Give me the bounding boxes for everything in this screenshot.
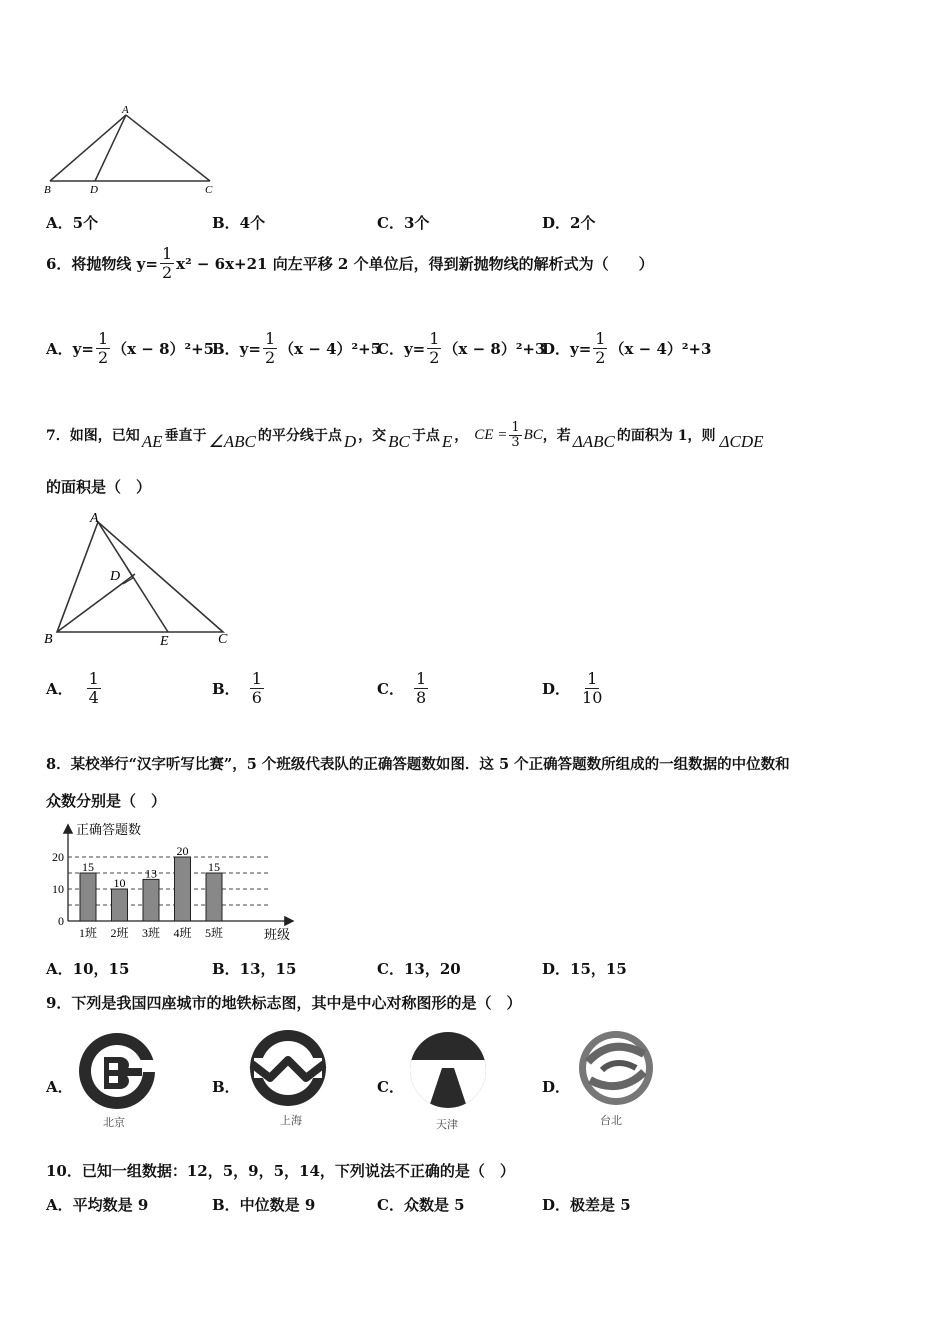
q8-stem-line2: 众数分别是（ ）: [46, 792, 167, 810]
q5-label-d: D: [90, 184, 98, 195]
q7-option-b[interactable]: B． $\frac{1}{6}$: [212, 669, 262, 707]
q7-d: D: [343, 432, 357, 451]
chart-data-label-3: 13: [145, 866, 157, 881]
q9-option-d-label[interactable]: D．: [542, 1078, 571, 1096]
q7-label-d: D: [110, 569, 121, 584]
chart-bar-3: [143, 879, 159, 921]
q5-label-b: B: [44, 184, 51, 195]
chart-category-label-4: 4班: [173, 926, 192, 940]
q6-stem: [46, 245, 654, 282]
chart-data-label-4: 20: [176, 844, 189, 858]
q5-option-d[interactable]: D．2个: [542, 214, 596, 232]
q9-caption-tianjin: 天津: [436, 1118, 458, 1131]
q5-label-c: C: [205, 184, 213, 195]
q7-stem-line1: 7．如图，已知 AE 垂直于 ∠ABC 的平分线于点 D ，交 BC 于点 E ， CE = $\frac{1}{3}$ BC ，若 ΔABC 的面积为 1，则 ΔCDE: [46, 419, 764, 451]
q7-abc: ΔABC: [572, 432, 615, 451]
q10-option-d[interactable]: D．极差是 5: [542, 1196, 631, 1214]
q7-label-e: E: [160, 634, 169, 649]
q10-option-b[interactable]: B．中位数是 9: [212, 1196, 316, 1214]
q5-triangle-figure: [40, 103, 230, 195]
q7-ae: AE: [141, 432, 163, 451]
chart-xlabel: 班级: [264, 927, 291, 942]
q7-label-a: A: [90, 511, 99, 526]
q9-option-c-label[interactable]: C．: [377, 1078, 404, 1096]
q9-option-a-label[interactable]: A．: [46, 1078, 73, 1096]
q8-stem-line1: 8．某校举行“汉字听写比赛”，5 个班级代表队的正确答题数如图．这 5 个正确答题数所组成的一组数据的中位数和: [46, 756, 790, 773]
q5-label-a: A: [122, 104, 129, 116]
q8-option-c[interactable]: C．13，20: [377, 960, 461, 978]
chart-data-label-2: 10: [113, 876, 126, 890]
q7-cde: ΔCDE: [719, 432, 764, 451]
chart-bar-2: [112, 889, 128, 921]
q10-option-a[interactable]: A．平均数是 9: [46, 1196, 149, 1214]
q6-option-a[interactable]: A．y= $\frac{1}{2}$ （x − 8）²+5: [46, 329, 215, 367]
q7-ce-post: BC: [523, 426, 543, 443]
q8-bar-chart: [40, 818, 300, 946]
shanghai-subway-logo[interactable]: [246, 1028, 330, 1110]
q9-caption-beijing: 北京: [103, 1116, 125, 1129]
q8-option-b[interactable]: B．13，15: [212, 960, 297, 978]
chart-category-label-1: 1班: [78, 926, 98, 940]
q7-bc: BC: [388, 432, 410, 451]
chart-category-label-2: 2班: [110, 926, 129, 940]
q7-ce-fraction: $\frac{1}{3}$: [511, 419, 520, 450]
q6-option-d[interactable]: D．y= $\frac{1}{2}$ （x − 4）²+3: [542, 329, 712, 367]
q7-e: E: [441, 432, 453, 451]
chart-ytick-label: 10: [52, 882, 64, 896]
q6-stem-pre: 6．将抛物线 y=: [46, 255, 158, 273]
q5-option-c[interactable]: C．3个: [377, 214, 430, 232]
q7-angle-abc: ∠ABC: [208, 432, 256, 451]
chart-ylabel: 正确答题数: [76, 822, 142, 837]
q9-caption-taipei: 台北: [600, 1114, 622, 1127]
chart-category-label-3: 3班: [141, 926, 161, 940]
chart-category-label-5: 5班: [204, 926, 224, 940]
q6-stem-fraction: $\frac{1}{2}$: [161, 244, 173, 282]
chart-data-label-5: 15: [208, 860, 220, 874]
q6-option-c[interactable]: C．y= $\frac{1}{2}$ （x − 8）²+3: [377, 329, 546, 367]
q9-option-b-label[interactable]: B．: [212, 1078, 240, 1096]
q7-label-c: C: [218, 632, 228, 647]
chart-ytick-label: 20: [52, 850, 64, 864]
q9-stem: 9．下列是我国四座城市的地铁标志图，其中是中心对称图形的是（ ）: [46, 994, 522, 1012]
tianjin-subway-logo[interactable]: [408, 1030, 488, 1114]
q7-ce-pre: CE =: [474, 426, 508, 443]
chart-ytick-label: 0: [58, 914, 64, 928]
q7-triangle-figure: [40, 508, 240, 650]
q5-option-b[interactable]: B．4个: [212, 214, 266, 232]
chart-bar-4: [175, 857, 191, 921]
q7-option-c[interactable]: C． $\frac{1}{8}$: [377, 669, 427, 707]
chart-bar-5: [206, 873, 222, 921]
q7-option-d[interactable]: D． $\frac{1}{10}$: [542, 669, 603, 707]
taipei-subway-logo[interactable]: [576, 1028, 656, 1110]
q6-stem-post: x² − 6x+21 向左平移 2 个单位后，得到新抛物线的解析式为（ ）: [176, 255, 654, 273]
q7-option-a[interactable]: A． $\frac{1}{4}$: [46, 669, 99, 707]
chart-data-label-1: 15: [82, 860, 94, 874]
q7-stem-line2: 的面积是（ ）: [46, 478, 152, 496]
q7-label-b: B: [44, 632, 53, 647]
q9-caption-shanghai: 上海: [280, 1114, 302, 1127]
chart-bar-1: [80, 873, 96, 921]
q8-option-d[interactable]: D．15，15: [542, 960, 627, 978]
q5-option-a[interactable]: A．5个: [46, 214, 99, 232]
q10-stem: 10．已知一组数据：12，5，9，5，14，下列说法不正确的是（ ）: [46, 1162, 515, 1180]
q6-option-b[interactable]: B．y= $\frac{1}{2}$ （x − 4）²+5: [212, 329, 382, 367]
q10-option-c[interactable]: C．众数是 5: [377, 1196, 465, 1214]
q8-option-a[interactable]: A．10，15: [46, 960, 130, 978]
beijing-subway-logo[interactable]: [76, 1030, 158, 1112]
